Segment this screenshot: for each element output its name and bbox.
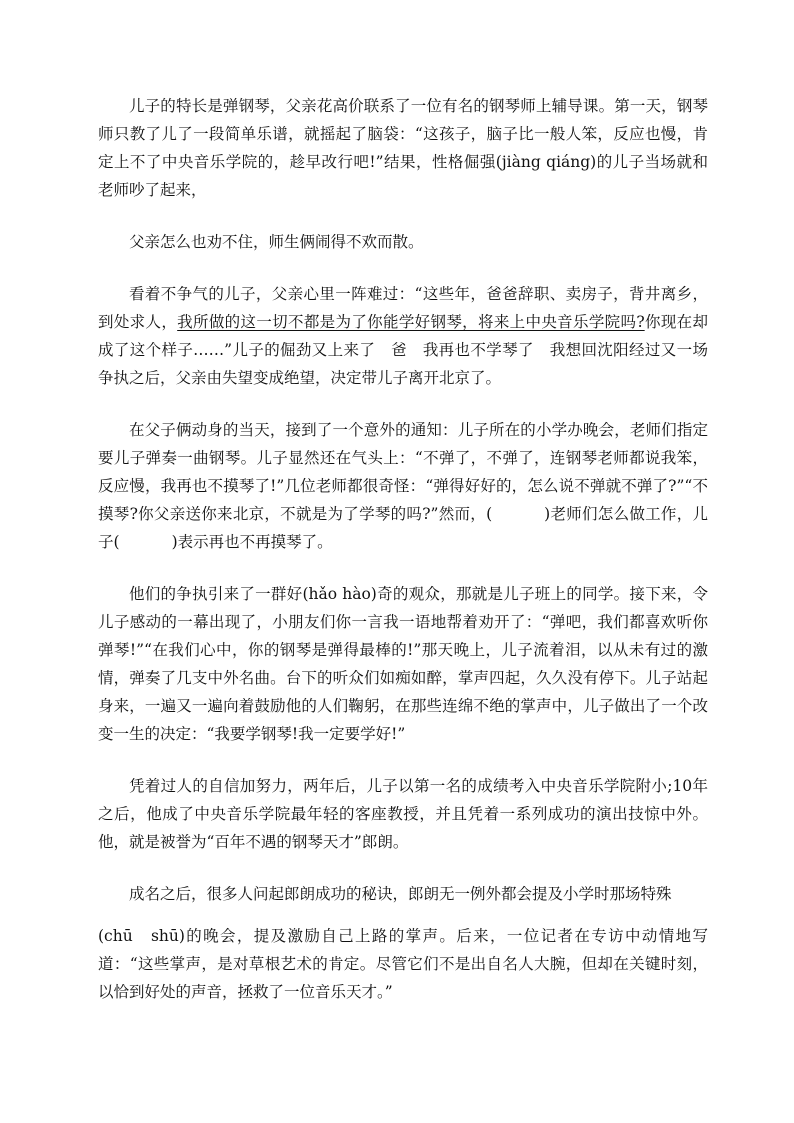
paragraph-4-text-a: 在父子俩动身的当天，接到了一个意外的通知：儿子所在的小学办晚会，老师们指定要儿子弹奏一曲钢琴。儿子显然还在气头上：“不弹了，不弹了，连钢琴老师都说我笨，反应慢，我再也不摸琴了!”几位老师都很奇怪：“弹得好好的，怎么说不弹就不弹了?”“不摸琴?你父亲送你来北京，不就是为了学琴的吗?”然而，( — [98, 421, 708, 523]
paragraph-3-text-a: 看着不争气的儿子，父亲心里一阵难过：“这些年，爸爸辞职、卖房子，背井离乡，到处求人， — [98, 285, 708, 331]
paragraph-1: 儿子的特长是弹钢琴，父亲花高价联系了一位有名的钢琴师上辅导课。第一天，钢琴师只教了儿了一段简单乐谱，就摇起了脑袋：“这孩子，脑子比一般人笨，反应也慢，肯定上不了中央音乐学院的，趁早改行吧!”结果，性格倔强(jiàng qiáng)的儿子当场就和老师吵了起来， — [98, 97, 708, 199]
paragraph-4-text-b: )老师们怎么做工作，儿子( — [98, 505, 708, 551]
underlined-sentence: 我所做的这一切不都是为了你能学好钢琴，将来上中央音乐学院吗? — [177, 313, 645, 331]
paragraph-2: 父亲怎么也劝不住，师生俩闹得不欢而散。 — [129, 233, 424, 251]
paragraph-4 — [98, 416, 708, 556]
paragraph-7: 成名之后，很多人问起郎朗成功的秘诀，郎朗无一例外都会提及小学时那场特殊 — [129, 885, 672, 903]
paragraph-3 — [98, 280, 708, 392]
paragraph-5: 他们的争执引来了一群好(hǎo hào)奇的观众，那就是儿子班上的同学。接下来，令儿子感动的一幕出现了，小朋友们你一言我一语地帮着劝开了：“弹吧，我们都喜欢听你弹琴!”“在我们心中，你的钢琴是弹得最棒的!”那天晚上，儿子流着泪，以从未有过的激情，弹奏了几支中外名曲。台下的听众们如痴如醉，掌声四起，久久没有停下。儿子站起身来，一遍又一遍向着鼓励他的人们鞠躬，在那些连绵不绝的掌声中，儿子做出了一个改变一生的决定：“我要学钢琴!我一定要学好!” — [98, 585, 708, 743]
paragraph-6: 凭着过人的自信加努力，两年后，儿子以第一名的成绩考入中央音乐学院附小;10年之后，他成了中央音乐学院最年轻的客座教授，并且凭着一系列成功的演出技惊中外。他，就是被誉为“百年不遇的钢琴天才”郎朗。 — [98, 777, 708, 851]
paragraph-3-text-b: 你现在却成了这个样子……”儿子的倔劲又上来了 爸 我再也不学琴了 我想回沈阳经过又一场争执之后，父亲由失望变成绝望，决定带儿子离开北京了。 — [98, 313, 708, 387]
article — [98, 92, 708, 1006]
paragraph-8: (chū shū)的晚会，提及激励自己上路的掌声。后来，一位记者在专访中动情地写道：“这些掌声，是对草根艺术的肯定。尽管它们不是出自名人大腕，但却在关键时刻，以恰到好处的声音，拯救了一位音乐天才。” — [98, 927, 708, 1001]
paragraph-4-text-c: )表示再也不再摸琴了。 — [171, 533, 333, 551]
